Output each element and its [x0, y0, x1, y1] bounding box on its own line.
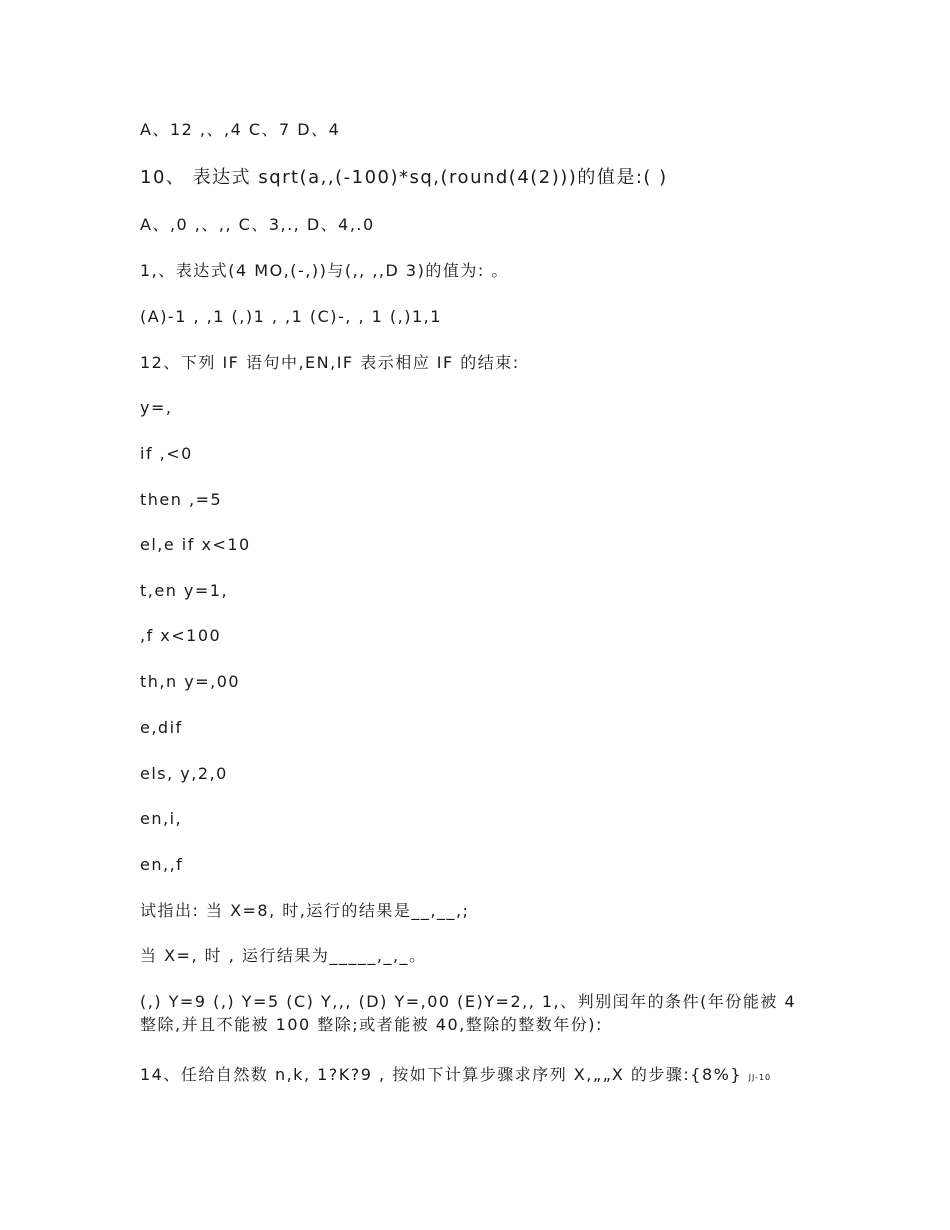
code-line: y=, [140, 398, 173, 417]
question-11: 1,、表达式(4 MO,(-,))与(,, ,,D 3)的值为: 。 [140, 261, 509, 280]
answer-options-q11: (A)-1 , ,1 (,)1 , ,1 (C)-, , 1 (,)1,1 [140, 307, 442, 326]
question-12-prompt-a: 试指出: 当 X=8, 时,运行的结果是__,__,; [140, 901, 470, 920]
question-14-text: 14、任给自然数 n,k, 1?K?9 , 按如下计算步骤求序列 X,„„X 的步骤:{8%} [140, 1065, 743, 1084]
page-marker: JJ-10 [748, 1073, 772, 1082]
code-line: if ,<0 [140, 444, 193, 463]
answer-options-q10: A、,0 ,、,, C、3,., D、4,.0 [140, 215, 375, 234]
code-line: el,e if x<10 [140, 535, 251, 554]
code-line: ,f x<100 [140, 626, 222, 645]
question-10: 10、 表达式 sqrt(a,,(-100)*sq,(round(4(2)))的值是:( ) [140, 167, 668, 188]
answer-options-q9: A、12 ,、,4 C、7 D、4 [140, 120, 341, 139]
code-line: en,i, [140, 809, 183, 828]
code-line: t,en y=1, [140, 581, 229, 600]
question-12: 12、下列 IF 语句中,EN,IF 表示相应 IF 的结束: [140, 353, 520, 372]
code-line: th,n y=,00 [140, 672, 241, 691]
code-line: then ,=5 [140, 490, 223, 509]
question-12-prompt-b: 当 X=, 时 , 运行结果为_____,_,_。 [140, 946, 427, 965]
code-line: els, y,2,0 [140, 764, 228, 783]
answer-options-q12-and-question-13: (,) Y=9 (,) Y=5 (C) Y,,, (D) Y=,00 (E)Y=2,, 1,、判别闰年的条件(年份能被 4 整除,并且不能被 100 整除;或者能被 40,整除的整数年份): [140, 992, 797, 1034]
question-14 [140, 1063, 820, 1089]
code-line: e,dif [140, 718, 183, 737]
code-line: en,,f [140, 855, 184, 874]
